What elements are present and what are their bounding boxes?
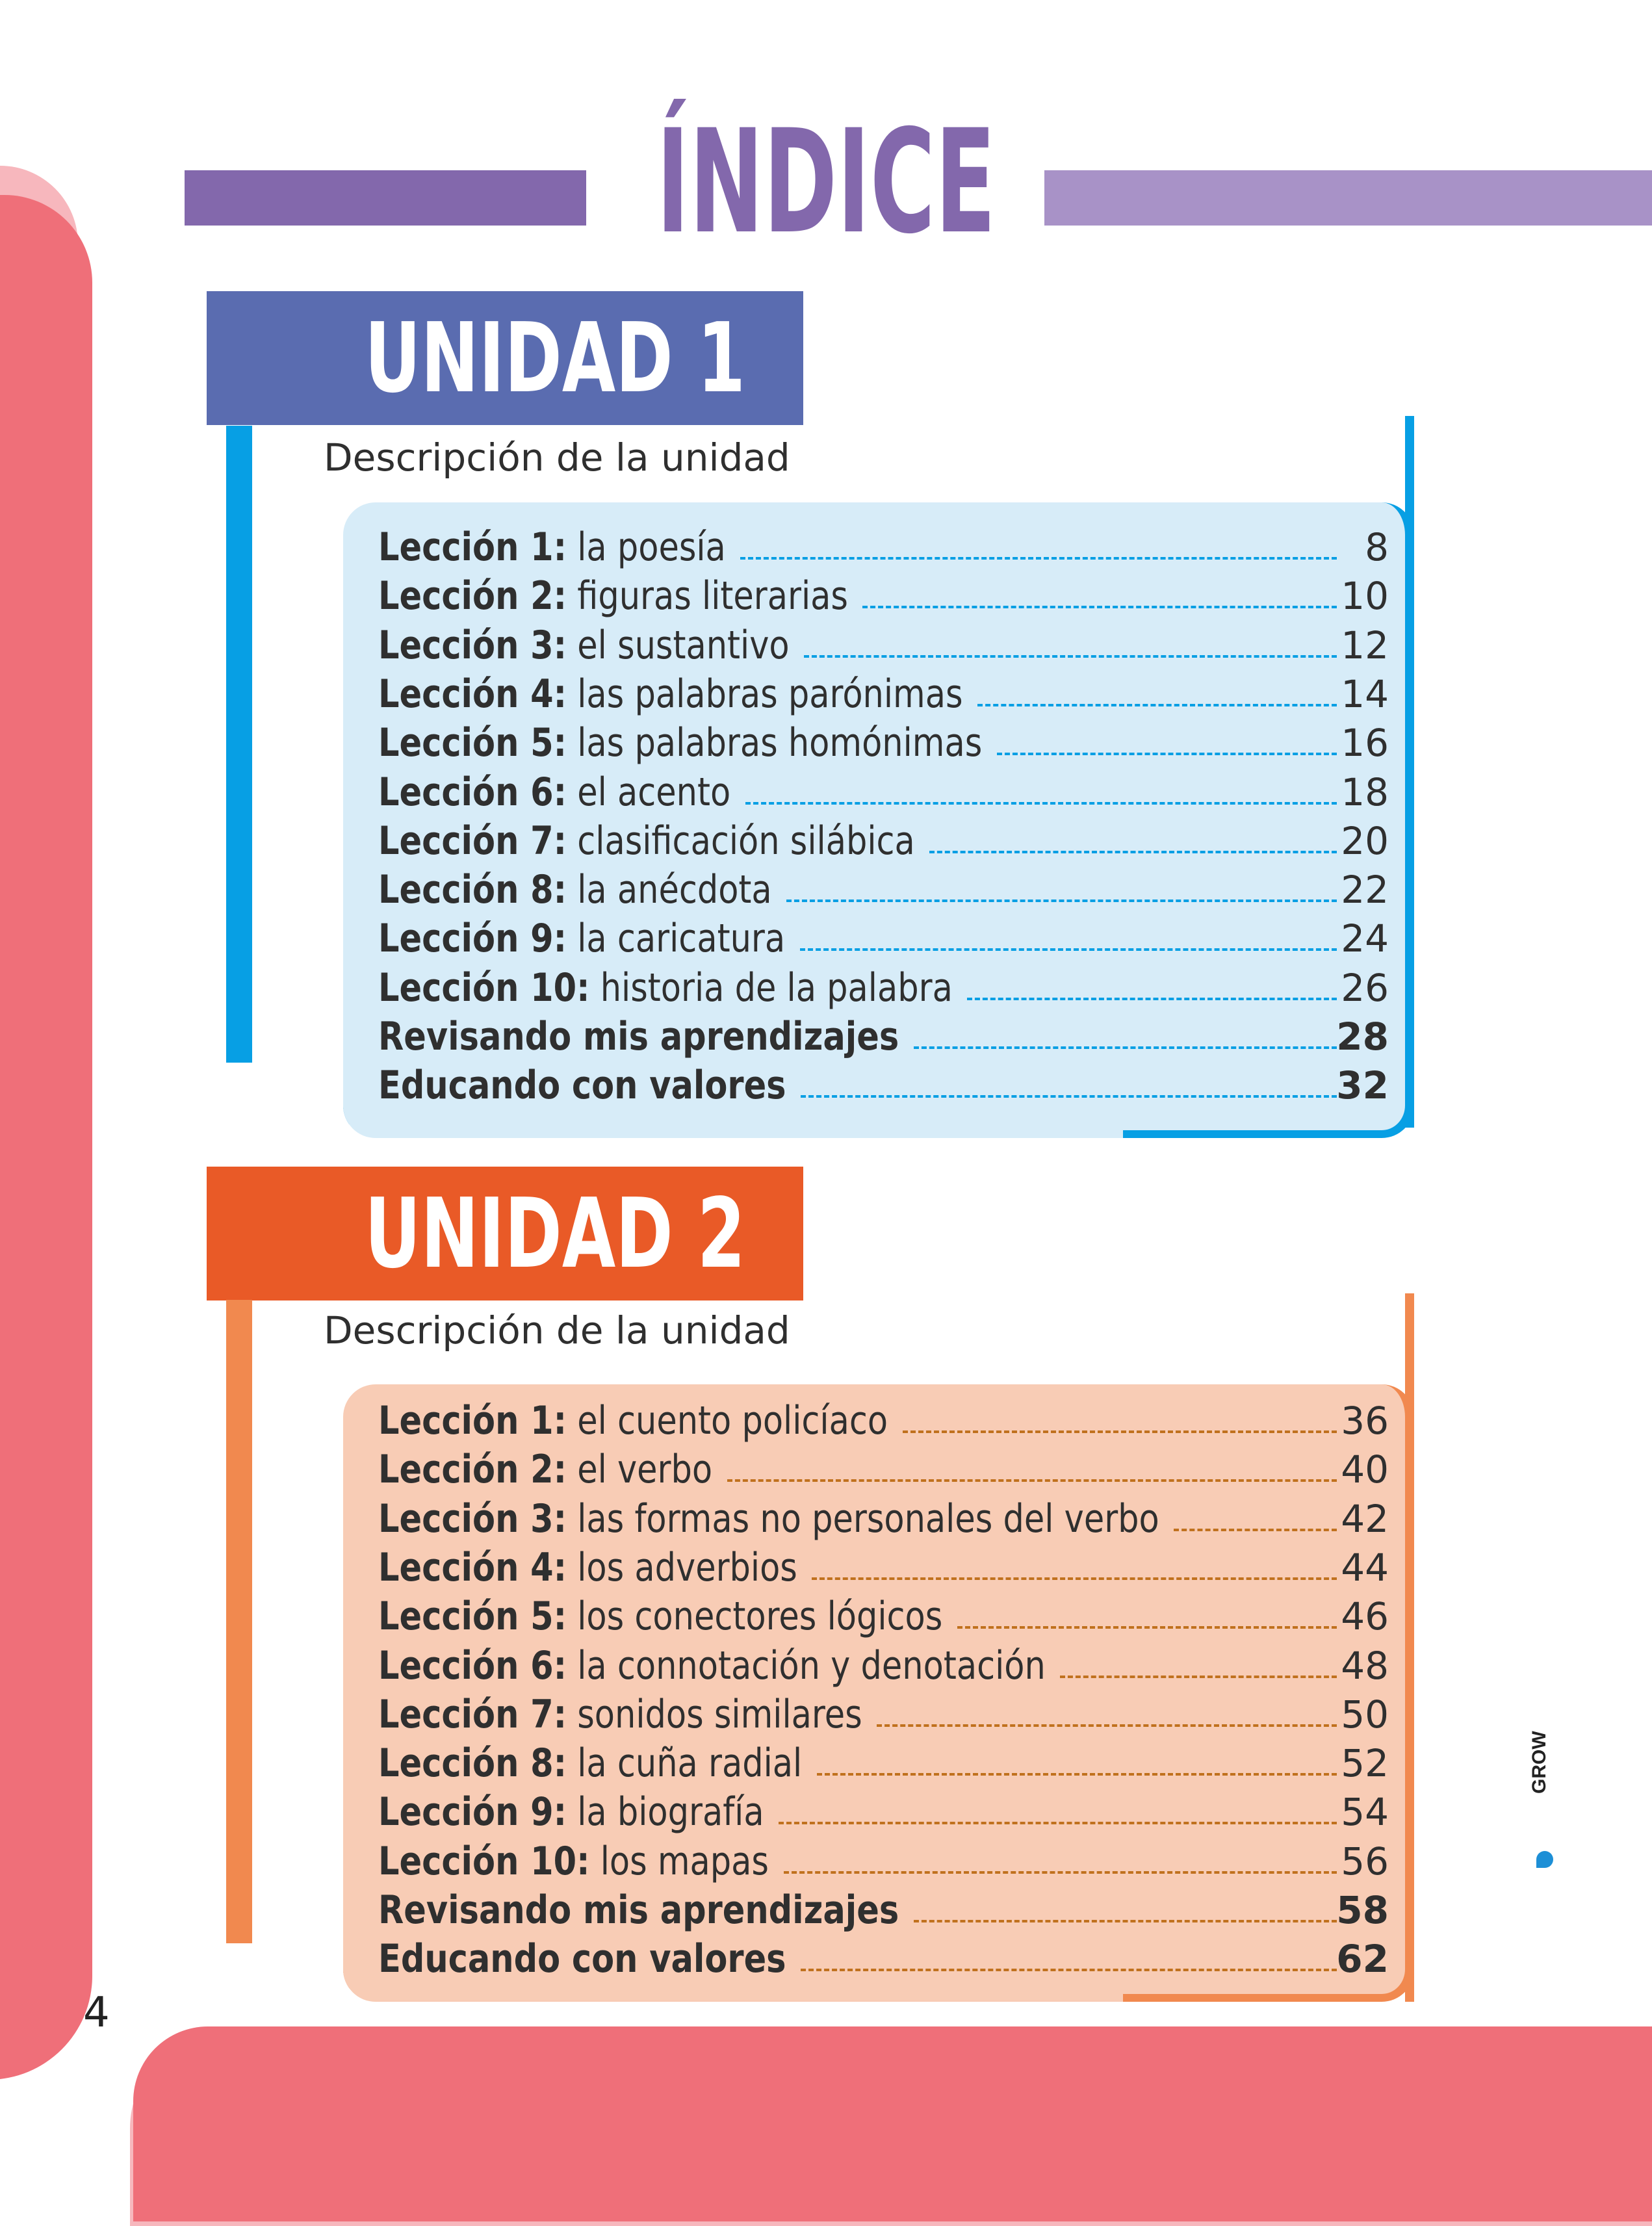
- toc-entry-label: [378, 573, 848, 619]
- toc-page-number: 8: [1365, 525, 1389, 569]
- lesson-number: Lección 4:: [378, 1544, 567, 1590]
- toc-page-number: 40: [1341, 1447, 1389, 1492]
- lesson-number: Lección 6:: [378, 769, 567, 815]
- toc-row: [378, 770, 1392, 815]
- lesson-title: el verbo: [567, 1447, 713, 1493]
- toc-page-number: 28: [1336, 1015, 1389, 1059]
- toc-leader-dots: [997, 753, 1337, 755]
- toc-page-number: 12: [1341, 623, 1389, 667]
- toc-leader-dots: [745, 802, 1337, 805]
- toc-leader-dots: [779, 1822, 1337, 1824]
- toc-page-number: 18: [1341, 770, 1389, 814]
- toc-entry-label: [378, 1398, 888, 1443]
- toc-row: [378, 524, 1392, 570]
- lesson-number: Lección 2:: [378, 573, 567, 619]
- toc-row: [378, 573, 1392, 619]
- toc-entry-label: [378, 720, 982, 766]
- lesson-number: Lección 6:: [378, 1642, 567, 1689]
- lesson-number: Lección 5:: [378, 1594, 567, 1640]
- toc-leader-dots: [784, 1871, 1337, 1874]
- lesson-number: Lección 3:: [378, 622, 567, 668]
- toc-row: [378, 1545, 1392, 1590]
- toc-row: [378, 1936, 1392, 1982]
- lesson-title: la connotación y denotación: [567, 1642, 1046, 1689]
- lesson-number: Lección 7:: [378, 818, 567, 864]
- toc-row: [378, 1789, 1392, 1835]
- page-title: ÍNDICE: [656, 99, 996, 265]
- lesson-number: Lección 8:: [378, 867, 567, 913]
- toc-row: [378, 1692, 1392, 1737]
- toc-leader-dots: [1174, 1529, 1337, 1531]
- toc-entry-label: [378, 1643, 1046, 1689]
- toc-page-number: 20: [1341, 818, 1389, 863]
- lesson-title: la anécdota: [567, 867, 772, 913]
- toc-entry-label: [378, 965, 953, 1011]
- toc-page-number: 46: [1341, 1594, 1389, 1639]
- toc-entry-label: Revisando mis aprendizajes: [378, 1887, 899, 1933]
- lesson-number: Lección 7:: [378, 1691, 567, 1737]
- toc-entry-label: [378, 770, 730, 815]
- lesson-number: Lección 1:: [378, 1398, 567, 1443]
- toc-leader-dots: [967, 998, 1337, 1000]
- toc-leader-dots: [801, 1969, 1337, 1971]
- toc-row: [378, 1496, 1392, 1542]
- toc-page-number: 22: [1341, 868, 1389, 912]
- toc-page-number: 54: [1341, 1790, 1389, 1835]
- toc-leader-dots: [903, 1430, 1337, 1433]
- toc-page-number: 48: [1341, 1643, 1389, 1688]
- toc-leader-dots: [862, 606, 1337, 608]
- toc-entry-label: [378, 916, 785, 961]
- toc-page-number: 32: [1336, 1063, 1389, 1108]
- lesson-number: Lección 10:: [378, 1838, 590, 1884]
- title-bar-right: [1044, 170, 1652, 226]
- toc-entry-label: [378, 1741, 802, 1786]
- toc-entry-label: Revisando mis aprendizajes: [378, 1014, 899, 1059]
- lesson-title: la cuña radial: [567, 1741, 803, 1787]
- toc-leader-dots: [800, 948, 1337, 951]
- toc-page-number: 52: [1341, 1741, 1389, 1786]
- toc-leader-dots: [957, 1626, 1337, 1629]
- toc-entry-label: [378, 671, 963, 717]
- lesson-number: Lección 3:: [378, 1495, 567, 1542]
- toc-page-number: 50: [1341, 1692, 1389, 1737]
- lesson-title: el acento: [567, 769, 731, 815]
- lesson-title: clasificación silábica: [567, 818, 915, 864]
- toc-row: [378, 623, 1392, 668]
- unit-2-left-line: [226, 1300, 252, 1943]
- lesson-title: las formas no personales del verbo: [567, 1495, 1159, 1542]
- toc-page-number: 56: [1341, 1839, 1389, 1883]
- toc-page-number: 24: [1341, 916, 1389, 961]
- lesson-number: Lección 4:: [378, 671, 567, 717]
- toc-leader-dots: [977, 704, 1337, 706]
- toc-row: [378, 916, 1392, 961]
- toc-entry-label: Educando con valores: [378, 1936, 786, 1982]
- toc-leader-dots: [804, 655, 1337, 658]
- unit-2-description: Descripción de la unidad: [324, 1308, 790, 1352]
- lesson-number: Lección 10:: [378, 964, 590, 1011]
- toc-page-number: 58: [1336, 1888, 1389, 1932]
- toc-entry-label: [378, 818, 915, 864]
- toc-leader-dots: [817, 1773, 1337, 1776]
- toc-entry-label: [378, 1789, 764, 1835]
- lesson-title: los mapas: [589, 1838, 769, 1884]
- lesson-title: la caricatura: [567, 916, 786, 962]
- toc-leader-dots: [727, 1479, 1337, 1482]
- toc-page-number: 14: [1341, 671, 1389, 716]
- toc-row: [378, 1594, 1392, 1639]
- page-number: 4: [83, 1989, 110, 2037]
- toc-page-number: 26: [1341, 965, 1389, 1010]
- toc-entry-label: [378, 1839, 769, 1884]
- toc-entry-label: [378, 1545, 797, 1590]
- unit-1-header: [207, 291, 803, 425]
- unit-1-description: Descripción de la unidad: [324, 435, 790, 480]
- lesson-title: figuras literarias: [567, 573, 848, 619]
- bottom-decor: [133, 2026, 1652, 2221]
- lesson-title: el cuento policíaco: [567, 1398, 888, 1443]
- lesson-title: las palabras parónimas: [567, 671, 963, 717]
- toc-page-number: 36: [1341, 1399, 1389, 1443]
- toc-leader-dots: [914, 1920, 1337, 1922]
- unit-2-header: [207, 1167, 803, 1301]
- lesson-number: Lección 8:: [378, 1741, 567, 1787]
- toc-page-number: 10: [1341, 574, 1389, 619]
- toc-entry-label: [378, 1496, 1159, 1542]
- lesson-number: Lección 5:: [378, 720, 567, 766]
- lesson-title: los conectores lógicos: [567, 1594, 943, 1640]
- toc-leader-dots: [1060, 1676, 1337, 1678]
- left-decor: [0, 195, 92, 2080]
- toc-leader-dots: [801, 1095, 1337, 1098]
- toc-leader-dots: [929, 851, 1337, 853]
- toc-row: [378, 1643, 1392, 1689]
- lesson-title: sonidos similares: [567, 1691, 862, 1737]
- toc-leader-dots: [740, 557, 1337, 560]
- toc-entry-label: [378, 1692, 862, 1737]
- toc-row: [378, 720, 1392, 766]
- toc-entry-label: [378, 524, 726, 570]
- toc-row: [378, 818, 1392, 864]
- brand-logo-icon: [1536, 1851, 1553, 1868]
- toc-row: [378, 1839, 1392, 1884]
- unit-2-heading: UNIDAD 2: [365, 1178, 745, 1289]
- brand-logo-text: GROW: [1529, 1731, 1550, 1794]
- toc-page-number: 44: [1341, 1545, 1389, 1590]
- toc-row: [378, 965, 1392, 1011]
- toc-entry-label: [378, 1447, 712, 1492]
- toc-entry-label: Educando con valores: [378, 1063, 786, 1109]
- toc-row: [378, 1741, 1392, 1786]
- toc-page-number: 16: [1341, 721, 1389, 766]
- toc-page-number: 42: [1341, 1496, 1389, 1541]
- lesson-title: historia de la palabra: [589, 964, 953, 1011]
- toc-leader-dots: [786, 899, 1337, 902]
- toc-row: [378, 1014, 1392, 1059]
- toc-leader-dots: [914, 1046, 1337, 1049]
- toc-page-number: 62: [1336, 1937, 1389, 1982]
- lesson-number: Lección 1:: [378, 524, 567, 570]
- lesson-title: la poesía: [567, 524, 726, 570]
- lesson-number: Lección 2:: [378, 1447, 567, 1493]
- lesson-number: Lección 9:: [378, 916, 567, 962]
- toc-leader-dots: [812, 1577, 1337, 1580]
- toc-entry-label: [378, 623, 790, 668]
- lesson-title: las palabras homónimas: [567, 720, 983, 766]
- toc-row: [378, 1447, 1392, 1492]
- toc-row: [378, 1398, 1392, 1443]
- toc-leader-dots: [877, 1724, 1337, 1727]
- lesson-title: el sustantivo: [567, 622, 790, 668]
- toc-entry-label: [378, 1594, 942, 1639]
- title-bar-left: [185, 170, 586, 226]
- unit-1-left-line: [226, 426, 252, 1063]
- toc-row: [378, 867, 1392, 912]
- toc-entry-label: [378, 867, 772, 912]
- unit-1-heading: UNIDAD 1: [365, 302, 745, 414]
- lesson-title: la biografía: [567, 1789, 764, 1835]
- lesson-number: Lección 9:: [378, 1789, 567, 1835]
- lesson-title: los adverbios: [567, 1544, 797, 1590]
- toc-row: [378, 1887, 1392, 1933]
- toc-row: [378, 671, 1392, 717]
- toc-row: [378, 1063, 1392, 1108]
